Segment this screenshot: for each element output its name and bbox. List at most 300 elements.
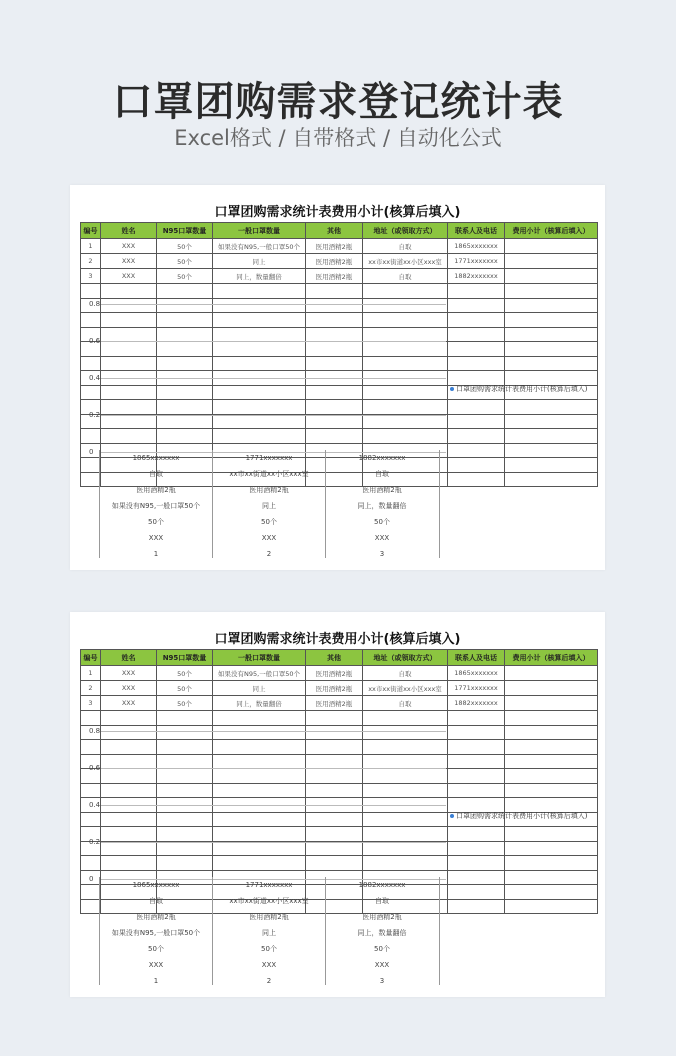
table-cell[interactable]: 同上 — [213, 681, 306, 696]
table-cell[interactable]: XXX — [101, 681, 157, 696]
empty-cell[interactable] — [213, 841, 306, 856]
ghost-cell: 医用酒精2瓶 — [249, 486, 289, 494]
empty-cell[interactable] — [101, 740, 157, 755]
sheet-table — [80, 649, 598, 914]
empty-cell[interactable] — [157, 812, 213, 827]
empty-cell[interactable] — [363, 783, 448, 798]
empty-cell[interactable] — [363, 740, 448, 755]
ghost-axis-label: 0 — [89, 875, 94, 883]
table-cell[interactable]: 如果没有N95,一般口罩50个 — [213, 666, 306, 681]
empty-cell[interactable] — [505, 342, 598, 357]
table-cell[interactable]: 1882xxxxxxx — [448, 696, 505, 711]
empty-cell[interactable] — [306, 725, 363, 740]
table-row — [81, 269, 598, 284]
empty-cell[interactable] — [306, 385, 363, 400]
table-cell[interactable]: 1882xxxxxxx — [448, 269, 505, 284]
empty-cell[interactable] — [81, 754, 101, 769]
empty-cell[interactable] — [306, 711, 363, 726]
table-cell[interactable]: 如果没有N95,一般口罩50个 — [213, 239, 306, 254]
empty-row — [81, 298, 598, 313]
empty-cell[interactable] — [306, 342, 363, 357]
ghost-row — [99, 893, 439, 909]
table-cell[interactable]: 50个 — [157, 696, 213, 711]
empty-row — [81, 342, 598, 357]
empty-cell[interactable] — [81, 385, 101, 400]
table-cell[interactable]: 1771xxxxxxx — [448, 681, 505, 696]
empty-cell[interactable] — [505, 870, 598, 885]
empty-cell[interactable] — [157, 711, 213, 726]
table-cell[interactable] — [505, 269, 598, 284]
table-cell[interactable]: 自取 — [363, 239, 448, 254]
empty-cell[interactable] — [505, 298, 598, 313]
ghost-cell: 3 — [379, 550, 385, 558]
ghost-cell: 3 — [379, 977, 385, 985]
empty-cell[interactable] — [306, 812, 363, 827]
ghost-cell: XXX — [374, 534, 390, 542]
empty-row — [81, 400, 598, 415]
empty-cell[interactable] — [505, 458, 598, 473]
column-header[interactable]: 地址（或领取方式） — [363, 223, 448, 239]
empty-row — [81, 313, 598, 328]
empty-cell[interactable] — [306, 400, 363, 415]
column-header[interactable]: 编号 — [81, 223, 101, 239]
empty-row — [81, 754, 598, 769]
empty-cell[interactable] — [448, 443, 505, 458]
empty-cell[interactable] — [505, 856, 598, 871]
empty-cell[interactable] — [81, 769, 101, 784]
table-cell[interactable]: 1865xxxxxxx — [448, 239, 505, 254]
column-header[interactable]: 费用小计（核算后填入） — [505, 650, 598, 666]
empty-cell[interactable] — [505, 798, 598, 813]
ghost-cell: 1771xxxxxxx — [245, 881, 293, 889]
table-cell[interactable]: xx市xx街道xx小区xxx室 — [363, 254, 448, 269]
ghost-row — [99, 466, 439, 482]
empty-cell[interactable] — [81, 458, 101, 473]
empty-cell[interactable] — [363, 769, 448, 784]
empty-cell[interactable] — [81, 885, 101, 900]
column-header[interactable]: 费用小计（核算后填入） — [505, 223, 598, 239]
table-cell[interactable]: 1 — [81, 666, 101, 681]
empty-cell[interactable] — [505, 711, 598, 726]
table-cell[interactable]: 同上，数量翻倍 — [213, 269, 306, 284]
empty-cell[interactable] — [363, 327, 448, 342]
empty-cell[interactable] — [505, 356, 598, 371]
empty-cell[interactable] — [505, 429, 598, 444]
empty-cell[interactable] — [213, 284, 306, 299]
table-cell[interactable]: 50个 — [157, 254, 213, 269]
empty-cell[interactable] — [448, 798, 505, 813]
empty-cell[interactable] — [213, 798, 306, 813]
empty-cell[interactable] — [505, 313, 598, 328]
empty-cell[interactable] — [101, 812, 157, 827]
ghost-cell: 50个 — [148, 945, 164, 953]
empty-cell[interactable] — [213, 342, 306, 357]
empty-cell[interactable] — [81, 342, 101, 357]
ghost-cell: xx市xx街道xx小区xxx室 — [229, 897, 309, 905]
empty-cell[interactable] — [101, 342, 157, 357]
empty-cell[interactable] — [363, 284, 448, 299]
empty-cell[interactable] — [448, 725, 505, 740]
empty-cell[interactable] — [213, 783, 306, 798]
empty-cell[interactable] — [157, 769, 213, 784]
table-cell[interactable]: 医用酒精2瓶 — [306, 239, 363, 254]
table-cell[interactable]: XXX — [101, 269, 157, 284]
empty-cell[interactable] — [306, 856, 363, 871]
empty-cell[interactable] — [363, 356, 448, 371]
table-cell[interactable]: 1865xxxxxxx — [448, 666, 505, 681]
empty-cell[interactable] — [157, 856, 213, 871]
empty-cell[interactable] — [363, 754, 448, 769]
empty-cell[interactable] — [448, 740, 505, 755]
empty-cell[interactable] — [157, 371, 213, 386]
column-header[interactable]: 姓名 — [101, 650, 157, 666]
table-cell[interactable]: 同上 — [213, 254, 306, 269]
empty-cell[interactable] — [101, 371, 157, 386]
empty-cell[interactable] — [448, 899, 505, 914]
table-cell[interactable] — [505, 239, 598, 254]
sheet-table-wrap — [80, 649, 597, 914]
empty-cell[interactable] — [448, 356, 505, 371]
empty-cell[interactable] — [81, 443, 101, 458]
empty-cell[interactable] — [448, 429, 505, 444]
empty-cell[interactable] — [448, 400, 505, 415]
empty-cell[interactable] — [81, 841, 101, 856]
empty-cell[interactable] — [505, 783, 598, 798]
empty-cell[interactable] — [448, 711, 505, 726]
column-header[interactable]: N95口罩数量 — [157, 223, 213, 239]
empty-cell[interactable] — [505, 443, 598, 458]
table-cell[interactable]: XXX — [101, 696, 157, 711]
empty-cell[interactable] — [157, 400, 213, 415]
empty-cell[interactable] — [157, 429, 213, 444]
empty-cell[interactable] — [81, 827, 101, 842]
empty-cell[interactable] — [81, 856, 101, 871]
empty-cell[interactable] — [81, 870, 101, 885]
ghost-data-grid — [99, 450, 439, 562]
empty-cell[interactable] — [306, 414, 363, 429]
empty-cell[interactable] — [81, 783, 101, 798]
empty-cell[interactable] — [363, 414, 448, 429]
table-cell[interactable]: 50个 — [157, 269, 213, 284]
empty-cell[interactable] — [448, 342, 505, 357]
empty-row — [81, 725, 598, 740]
empty-cell[interactable] — [101, 725, 157, 740]
table-cell[interactable]: 3 — [81, 696, 101, 711]
empty-cell[interactable] — [213, 327, 306, 342]
ghost-cell: 1882xxxxxxx — [358, 454, 406, 462]
empty-cell[interactable] — [101, 327, 157, 342]
empty-cell[interactable] — [363, 812, 448, 827]
table-cell[interactable]: xx市xx街道xx小区xxx室 — [363, 681, 448, 696]
empty-cell[interactable] — [363, 711, 448, 726]
empty-cell[interactable] — [81, 740, 101, 755]
ghost-cell: 50个 — [374, 945, 390, 953]
empty-cell[interactable] — [363, 856, 448, 871]
empty-cell[interactable] — [505, 899, 598, 914]
empty-row — [81, 284, 598, 299]
empty-cell[interactable] — [505, 472, 598, 487]
table-cell[interactable]: 1771xxxxxxx — [448, 254, 505, 269]
table-cell[interactable]: 1 — [81, 239, 101, 254]
empty-cell[interactable] — [306, 798, 363, 813]
empty-cell[interactable] — [448, 870, 505, 885]
empty-cell[interactable] — [81, 371, 101, 386]
table-cell[interactable]: 医用酒精2瓶 — [306, 681, 363, 696]
empty-cell[interactable] — [363, 385, 448, 400]
empty-cell[interactable] — [81, 400, 101, 415]
ghost-cell: XXX — [148, 534, 164, 542]
empty-cell[interactable] — [213, 429, 306, 444]
empty-cell[interactable] — [363, 725, 448, 740]
empty-cell[interactable] — [448, 414, 505, 429]
empty-cell[interactable] — [81, 812, 101, 827]
column-header[interactable]: 其他 — [306, 223, 363, 239]
ghost-row — [99, 957, 439, 973]
ghost-axis-label: 0.6 — [89, 764, 101, 772]
empty-cell[interactable] — [306, 313, 363, 328]
empty-cell[interactable] — [505, 841, 598, 856]
empty-cell[interactable] — [505, 725, 598, 740]
table-cell[interactable]: 医用酒精2瓶 — [306, 696, 363, 711]
empty-cell[interactable] — [81, 429, 101, 444]
empty-cell[interactable] — [448, 298, 505, 313]
table-row — [81, 681, 598, 696]
empty-cell[interactable] — [306, 841, 363, 856]
empty-cell[interactable] — [213, 371, 306, 386]
empty-cell[interactable] — [213, 711, 306, 726]
empty-cell[interactable] — [363, 841, 448, 856]
column-header[interactable]: 地址（或领取方式） — [363, 650, 448, 666]
empty-cell[interactable] — [101, 856, 157, 871]
empty-cell[interactable] — [157, 385, 213, 400]
empty-cell[interactable] — [101, 356, 157, 371]
table-cell[interactable]: 自取 — [363, 666, 448, 681]
empty-cell[interactable] — [448, 856, 505, 871]
empty-cell[interactable] — [448, 841, 505, 856]
empty-cell[interactable] — [448, 458, 505, 473]
empty-cell[interactable] — [157, 414, 213, 429]
table-cell[interactable]: 2 — [81, 681, 101, 696]
empty-row — [81, 827, 598, 842]
ghost-axis-label: 0.4 — [89, 374, 101, 382]
empty-cell[interactable] — [448, 371, 505, 386]
empty-cell[interactable] — [101, 754, 157, 769]
sheet-title: 口罩团购需求统计表费用小计(核算后填入) — [214, 632, 461, 647]
empty-cell[interactable] — [306, 429, 363, 444]
table-cell[interactable]: 2 — [81, 254, 101, 269]
empty-cell[interactable] — [101, 385, 157, 400]
empty-cell[interactable] — [81, 725, 101, 740]
empty-cell[interactable] — [101, 313, 157, 328]
ghost-cell: XXX — [261, 534, 277, 542]
empty-cell[interactable] — [363, 798, 448, 813]
ghost-cell: 医用酒精2瓶 — [249, 913, 289, 921]
empty-cell[interactable] — [306, 740, 363, 755]
empty-cell[interactable] — [213, 754, 306, 769]
ghost-cell: 1865xxxxxxx — [132, 881, 180, 889]
table-cell[interactable]: 自取 — [363, 696, 448, 711]
ghost-axis-label: 0.8 — [89, 300, 101, 308]
empty-cell[interactable] — [448, 327, 505, 342]
empty-cell[interactable] — [101, 769, 157, 784]
empty-cell[interactable] — [306, 783, 363, 798]
empty-cell[interactable] — [213, 740, 306, 755]
empty-cell[interactable] — [157, 356, 213, 371]
column-header[interactable]: 其他 — [306, 650, 363, 666]
empty-cell[interactable] — [306, 754, 363, 769]
empty-cell[interactable] — [363, 371, 448, 386]
empty-cell[interactable] — [81, 414, 101, 429]
table-cell[interactable]: 3 — [81, 269, 101, 284]
table-cell[interactable]: 医用酒精2瓶 — [306, 666, 363, 681]
empty-cell[interactable] — [213, 725, 306, 740]
empty-cell[interactable] — [213, 414, 306, 429]
empty-cell[interactable] — [81, 313, 101, 328]
empty-cell[interactable] — [157, 754, 213, 769]
table-cell[interactable] — [505, 666, 598, 681]
empty-cell[interactable] — [363, 313, 448, 328]
empty-cell[interactable] — [505, 414, 598, 429]
empty-cell[interactable] — [81, 899, 101, 914]
empty-cell[interactable] — [448, 769, 505, 784]
column-header[interactable]: 联系人及电话 — [448, 223, 505, 239]
empty-cell[interactable] — [157, 313, 213, 328]
table-cell[interactable]: XXX — [101, 254, 157, 269]
ghost-cell: 自取 — [149, 897, 163, 905]
table-cell[interactable]: 50个 — [157, 681, 213, 696]
table-cell[interactable] — [505, 254, 598, 269]
column-header[interactable]: 编号 — [81, 650, 101, 666]
empty-cell[interactable] — [157, 841, 213, 856]
ghost-cell: 同上 — [262, 929, 276, 937]
empty-cell[interactable] — [363, 827, 448, 842]
empty-cell[interactable] — [81, 284, 101, 299]
empty-cell[interactable] — [213, 385, 306, 400]
empty-cell[interactable] — [213, 400, 306, 415]
empty-cell[interactable] — [505, 827, 598, 842]
empty-cell[interactable] — [101, 827, 157, 842]
ghost-cell: 医用酒精2瓶 — [362, 486, 402, 494]
empty-cell[interactable] — [213, 812, 306, 827]
table-cell[interactable]: 50个 — [157, 666, 213, 681]
empty-cell[interactable] — [157, 783, 213, 798]
empty-cell[interactable] — [306, 356, 363, 371]
empty-cell[interactable] — [213, 298, 306, 313]
empty-cell[interactable] — [81, 356, 101, 371]
empty-cell[interactable] — [213, 356, 306, 371]
ghost-divider — [99, 877, 100, 985]
empty-cell[interactable] — [505, 400, 598, 415]
empty-cell[interactable] — [448, 472, 505, 487]
empty-cell[interactable] — [363, 400, 448, 415]
empty-cell[interactable] — [363, 342, 448, 357]
empty-cell[interactable] — [306, 327, 363, 342]
table-cell[interactable]: 医用酒精2瓶 — [306, 269, 363, 284]
empty-cell[interactable] — [306, 769, 363, 784]
empty-cell[interactable] — [448, 313, 505, 328]
column-header[interactable]: 姓名 — [101, 223, 157, 239]
empty-cell[interactable] — [157, 798, 213, 813]
empty-cell[interactable] — [81, 798, 101, 813]
ghost-axis-label: 0.2 — [89, 838, 101, 846]
empty-cell[interactable] — [157, 284, 213, 299]
ghost-cell: 如果没有N95,一般口罩50个 — [111, 929, 201, 937]
empty-cell[interactable] — [448, 827, 505, 842]
empty-cell[interactable] — [448, 284, 505, 299]
empty-cell[interactable] — [505, 740, 598, 755]
empty-cell[interactable] — [363, 298, 448, 313]
empty-cell[interactable] — [448, 783, 505, 798]
empty-cell[interactable] — [157, 725, 213, 740]
empty-cell[interactable] — [101, 400, 157, 415]
empty-cell[interactable] — [306, 371, 363, 386]
table-cell[interactable]: 自取 — [363, 269, 448, 284]
empty-cell[interactable] — [157, 342, 213, 357]
column-header[interactable]: N95口罩数量 — [157, 650, 213, 666]
empty-cell[interactable] — [157, 327, 213, 342]
empty-cell[interactable] — [505, 885, 598, 900]
table-cell[interactable] — [505, 681, 598, 696]
empty-cell[interactable] — [306, 284, 363, 299]
empty-cell[interactable] — [448, 754, 505, 769]
empty-cell[interactable] — [101, 841, 157, 856]
empty-cell[interactable] — [363, 429, 448, 444]
empty-cell[interactable] — [157, 827, 213, 842]
ghost-row — [99, 925, 439, 941]
ghost-cell: 如果没有N95,一般口罩50个 — [111, 502, 201, 510]
ghost-cell: 自取 — [375, 897, 389, 905]
empty-cell[interactable] — [213, 769, 306, 784]
empty-cell[interactable] — [101, 798, 157, 813]
empty-cell[interactable] — [157, 298, 213, 313]
table-cell[interactable]: 医用酒精2瓶 — [306, 254, 363, 269]
empty-cell[interactable] — [505, 754, 598, 769]
empty-cell[interactable] — [213, 856, 306, 871]
empty-cell[interactable] — [306, 298, 363, 313]
empty-cell[interactable] — [81, 298, 101, 313]
empty-cell[interactable] — [101, 298, 157, 313]
empty-cell[interactable] — [505, 284, 598, 299]
table-cell[interactable]: XXX — [101, 239, 157, 254]
empty-cell[interactable] — [81, 711, 101, 726]
table-cell[interactable]: 同上，数量翻倍 — [213, 696, 306, 711]
empty-cell[interactable] — [101, 711, 157, 726]
table-cell[interactable] — [505, 696, 598, 711]
table-cell[interactable]: XXX — [101, 666, 157, 681]
ghost-legend-label — [450, 811, 587, 821]
empty-cell[interactable] — [81, 327, 101, 342]
empty-cell[interactable] — [505, 769, 598, 784]
empty-cell[interactable] — [505, 371, 598, 386]
empty-cell[interactable] — [306, 827, 363, 842]
empty-cell[interactable] — [505, 327, 598, 342]
column-header[interactable]: 一般口罩数量 — [213, 223, 306, 239]
sheet-table — [80, 222, 598, 487]
empty-cell[interactable] — [81, 472, 101, 487]
empty-cell[interactable] — [448, 885, 505, 900]
empty-cell[interactable] — [101, 783, 157, 798]
empty-cell[interactable] — [101, 414, 157, 429]
empty-cell[interactable] — [101, 284, 157, 299]
ghost-cell: 自取 — [375, 470, 389, 478]
table-cell[interactable]: 50个 — [157, 239, 213, 254]
empty-cell[interactable] — [101, 429, 157, 444]
empty-cell[interactable] — [157, 740, 213, 755]
column-header[interactable]: 一般口罩数量 — [213, 650, 306, 666]
column-header[interactable]: 联系人及电话 — [448, 650, 505, 666]
empty-cell[interactable] — [213, 313, 306, 328]
empty-cell[interactable] — [213, 827, 306, 842]
